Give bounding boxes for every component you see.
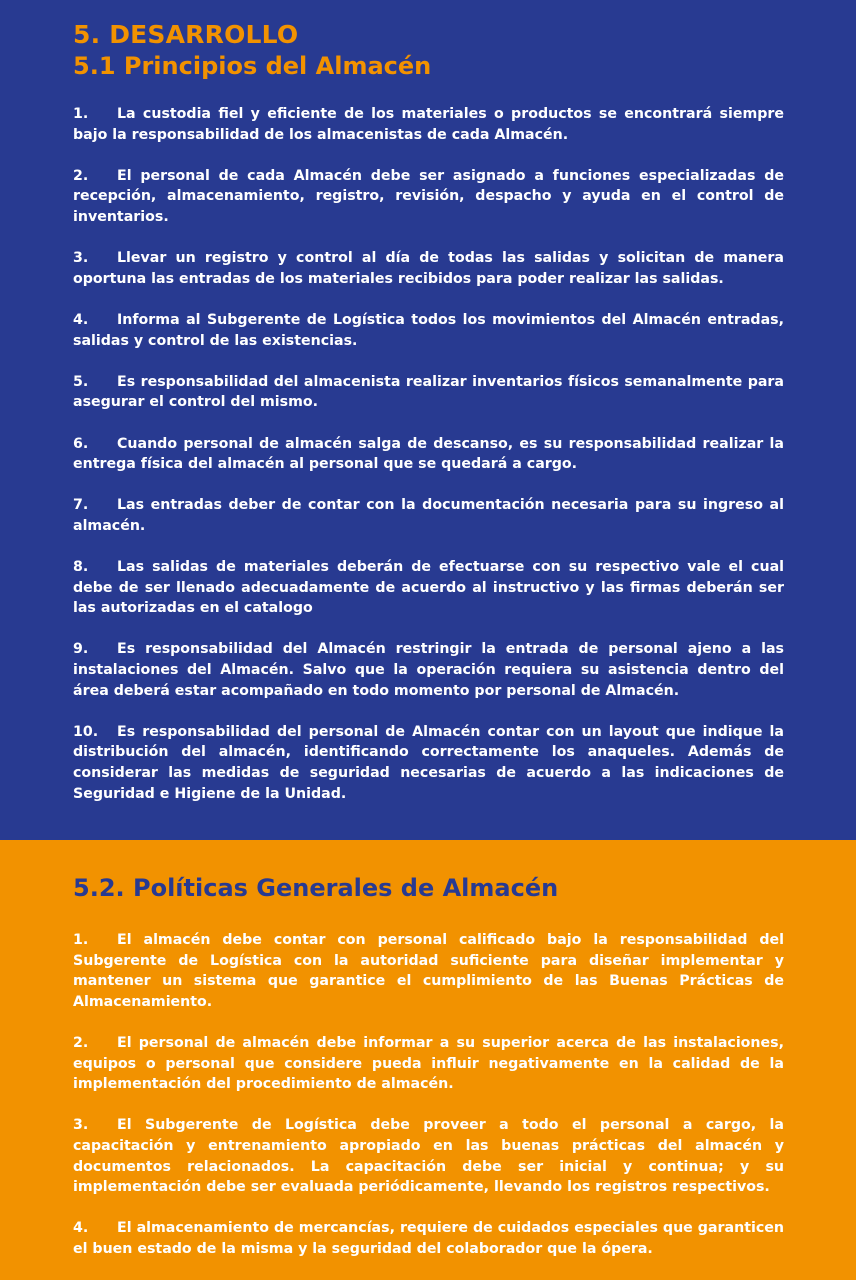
item-text: Las salidas de materiales deberán de efectuarse con su respectivo vale el cual debe de ser llenado adecuadamente de acuerdo al instructivo y las firmas deberán ser las autorizadas en el catalogo bbox=[73, 559, 784, 617]
item-text: Es responsabilidad del almacenista realizar inventarios físicos semanalmente para asegurar el control del mismo. bbox=[73, 373, 784, 411]
principle-item bbox=[73, 104, 784, 145]
item-number: 3. bbox=[73, 1117, 89, 1134]
principle-item bbox=[73, 557, 784, 619]
item-number: 8. bbox=[73, 559, 89, 576]
item-text: El almacén debe contar con personal calificado bajo la responsabilidad del Subgerente de Logística con la autoridad suficiente para diseñar implementar y mantener un sistema que garantice el cumplimiento de las Buenas Prácticas de Almacenamiento. bbox=[73, 932, 784, 1010]
policy-item bbox=[73, 1033, 784, 1095]
policy-item bbox=[73, 1115, 784, 1197]
item-number: 4. bbox=[73, 311, 89, 328]
item-text: La custodia fiel y eficiente de los materiales o productos se encontrará siempre bajo la responsabilidad de los almacenistas de cada Almacén. bbox=[73, 106, 784, 143]
item-number: 2. bbox=[73, 1034, 89, 1051]
item-text: Cuando personal de almacén salga de descanso, es su responsabilidad realizar la entrega física del almacén al personal que se quedará a cargo. bbox=[73, 435, 784, 473]
principle-item bbox=[73, 639, 784, 701]
item-number: 2. bbox=[73, 167, 89, 184]
item-text: Informa al Subgerente de Logística todos los movimientos del Almacén entradas, salidas y control de las existencias. bbox=[73, 311, 784, 349]
item-number: 9. bbox=[73, 641, 89, 658]
principle-item bbox=[73, 434, 784, 475]
item-number: 1. bbox=[73, 932, 89, 948]
principle-item bbox=[73, 310, 784, 351]
principle-item bbox=[73, 372, 784, 413]
item-text: El Subgerente de Logística debe proveer a todo el personal a cargo, la capacitación y entrenamiento apropiado en las buenas prácticas del almacén y documentos relacionados. La capacitación debe ser inicial y continua; y su implementación debe ser evaluada periódicamente, llevando los registros respectivos. bbox=[73, 1117, 784, 1196]
policy-item bbox=[73, 930, 784, 1012]
page-title: 5. DESARROLLO bbox=[73, 20, 299, 49]
item-text: Llevar un registro y control al día de todas las salidas y solicitan de manera oportuna las entradas de los materiales recibidos para poder realizar las salidas. bbox=[73, 250, 784, 287]
item-text: Es responsabilidad del Almacén restringir la entrada de personal ajeno a las instalaciones del Almacén. Salvo que la operación requiera su asistencia dentro del área deberá estar acompañado en todo momento por personal de Almacén. bbox=[73, 641, 784, 699]
item-text: El almacenamiento de mercancías, requiere de cuidados especiales que garanticen el buen estado de la misma y la seguridad del colaborador que la ópera. bbox=[73, 1220, 784, 1257]
principle-item bbox=[73, 166, 784, 228]
principle-item bbox=[73, 248, 784, 289]
item-text: El personal de cada Almacén debe ser asignado a funciones especializadas de recepción, almacenamiento, registro, revisión, despacho y ayuda en el control de inventarios. bbox=[73, 167, 784, 225]
item-number: 10. bbox=[73, 723, 99, 740]
policies-section bbox=[0, 840, 856, 1280]
policy-item bbox=[73, 1218, 784, 1259]
item-number: 7. bbox=[73, 497, 89, 514]
item-number: 4. bbox=[73, 1220, 89, 1237]
item-number: 3. bbox=[73, 250, 89, 267]
item-number: 1. bbox=[73, 106, 89, 122]
item-number: 5. bbox=[73, 373, 89, 390]
item-text: El personal de almacén debe informar a su superior acerca de las instalaciones, equipos o personal que considere pueda influir negativamente en la calidad de la implementación del procedimiento de almacén. bbox=[73, 1034, 784, 1093]
principle-item bbox=[73, 495, 784, 536]
item-number: 6. bbox=[73, 435, 89, 452]
principles-content bbox=[73, 20, 784, 825]
principles-subtitle: 5.1 Principios del Almacén bbox=[73, 52, 432, 80]
item-text: Las entradas deber de contar con la documentación necesaria para su ingreso al almacén. bbox=[73, 497, 784, 534]
item-text: Es responsabilidad del personal de Almacén contar con un layout que indique la distribución del almacén, identificando correctamente los anaqueles. Además de considerar las medidas de seguridad necesarias de acuerdo a las indicaciones de Seguridad e Higiene de la Unidad. bbox=[73, 723, 784, 802]
policies-content bbox=[73, 872, 784, 1280]
policies-subtitle: 5.2. Políticas Generales de Almacén bbox=[73, 874, 559, 902]
principle-item bbox=[73, 722, 784, 804]
